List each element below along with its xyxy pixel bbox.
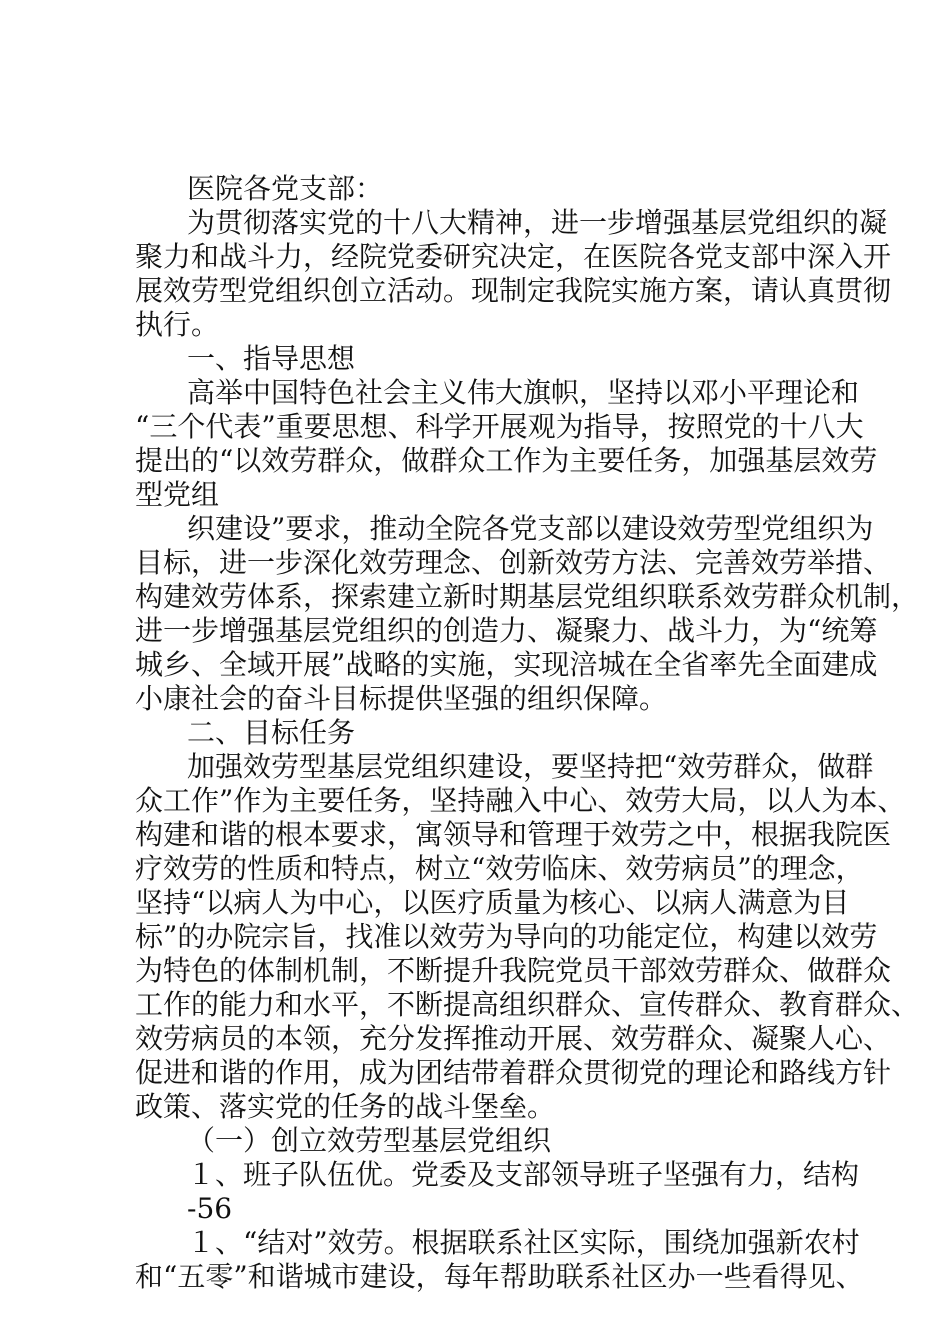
paragraph-line: 和“五零”和谐城市建设，每年帮助联系社区办一些看得见、 [135, 1260, 864, 1293]
paragraph-line: 促进和谐的作用，成为团结带着群众贯彻党的理论和路线方针 [135, 1056, 892, 1089]
paragraph-line: 进一步增强基层党组织的创造力、凝聚力、战斗力，为“统筹 [135, 614, 878, 647]
paragraph-line: 提出的“以效劳群众，做群众工作为主要任务，加强基层效劳 [135, 444, 878, 477]
paragraph-line: 织建设”要求，推动全院各党支部以建设效劳型党组织为 [187, 512, 874, 545]
salutation-line: 医院各党支部： [187, 172, 384, 205]
paragraph-line: 为贯彻落实党的十八大精神，进一步增强基层党组织的凝 [187, 206, 888, 239]
paragraph-line: １、“结对”效劳。根据联系社区实际，围绕加强新农村 [187, 1226, 860, 1259]
paragraph-line: 疗效劳的性质和特点，树立“效劳临床、效劳病员”的理念， [135, 852, 864, 885]
paragraph-line: 为特色的体制机制，不断提升我院党员干部效劳群众、做群众 [135, 954, 892, 987]
paragraph-line: 构建和谐的根本要求，寓领导和管理于效劳之中，根据我院医 [135, 818, 892, 851]
paragraph-line: 高举中国特色社会主义伟大旗帜，坚持以邓小平理论和 [187, 376, 860, 409]
paragraph-line: 聚力和战斗力，经院党委研究决定，在医院各党支部中深入开 [135, 240, 892, 273]
paragraph-line: 众工作”作为主要任务，坚持融入中心、效劳大局，以人为本、 [135, 784, 906, 817]
section-heading: 一、指导思想 [187, 342, 356, 375]
paragraph-line: 构建效劳体系，探索建立新时期基层党组织联系效劳群众机制， [135, 580, 920, 613]
paragraph-line: 效劳病员的本领，充分发挥推动开展、效劳群众、凝聚人心、 [135, 1022, 892, 1055]
paragraph-line: 型党组 [135, 478, 220, 511]
paragraph-line: 政策、落实党的任务的战斗堡垒。 [135, 1090, 556, 1123]
paragraph-line: 小康社会的奋斗目标提供坚强的组织保障。 [135, 682, 668, 715]
paragraph-line: 执行。 [135, 308, 220, 341]
paragraph-line: 展效劳型党组织创立活动。现制定我院实施方案，请认真贯彻 [135, 274, 892, 307]
paragraph-line: 加强效劳型基层党组织建设，要坚持把“效劳群众，做群 [187, 750, 874, 783]
paragraph-line: 城乡、全域开展”战略的实施，实现涪城在全省率先全面建成 [135, 648, 878, 681]
paragraph-line: 目标，进一步深化效劳理念、创新效劳方法、完善效劳举措、 [135, 546, 892, 579]
paragraph-line: 标”的办院宗旨，找准以效劳为导向的功能定位，构建以效劳 [135, 920, 878, 953]
paragraph-line: 坚持“以病人为中心，以医疗质量为核心、以病人满意为目 [135, 886, 850, 919]
paragraph-line: 工作的能力和水平，不断提高组织群众、宣传群众、教育群众、 [135, 988, 920, 1021]
page-number: -56 [187, 1192, 233, 1225]
section-heading: 二、目标任务 [187, 716, 356, 749]
paragraph-line: １、班子队伍优。党委及支部领导班子坚强有力，结构 [187, 1158, 860, 1191]
subsection-heading: （一）创立效劳型基层党组织 [187, 1124, 552, 1157]
paragraph-line: “三个代表”重要思想、科学开展观为指导，按照党的十八大 [135, 410, 864, 443]
